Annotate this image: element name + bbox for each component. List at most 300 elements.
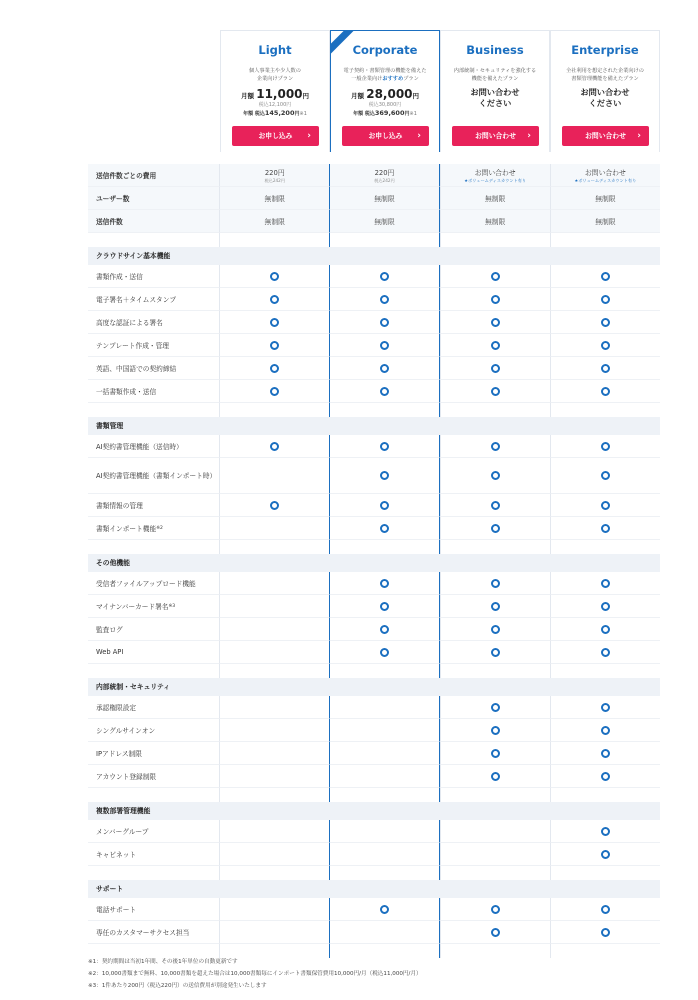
desc-text: 一般企業向け (351, 76, 383, 82)
spacer-label (88, 233, 219, 247)
year-note: ※1 (409, 111, 417, 117)
available-circle-icon (601, 749, 610, 758)
feature-cell (219, 921, 329, 944)
feature-cell (219, 517, 329, 540)
feature-label (88, 696, 219, 719)
available-circle-icon (380, 625, 389, 634)
feature-cell (219, 311, 329, 334)
plan-description (221, 67, 329, 83)
apply-button[interactable] (342, 126, 429, 146)
section-header: クラウドサイン基本機能 (88, 247, 660, 265)
feature-cell (329, 595, 439, 618)
available-circle-icon (491, 905, 500, 914)
feature-cell (219, 898, 329, 921)
feature-cell (440, 742, 550, 765)
feature-label (88, 843, 219, 866)
cost-subvalue: ★ボリュームディスカウント有り (464, 177, 527, 183)
cost-value: 無制限 (264, 218, 285, 226)
monthly-price (331, 87, 439, 102)
feature-label-text: 書類情報の管理 (96, 502, 143, 510)
feature-cell (440, 435, 550, 458)
cost-subvalue: ★ボリュームディスカウント有り (574, 177, 637, 183)
feature-cell (440, 311, 550, 334)
feature-row (88, 595, 660, 618)
available-circle-icon (270, 272, 279, 281)
feature-cell (550, 334, 660, 357)
spacer (88, 152, 660, 164)
feature-label-text: 英語、中国語での契約締結 (96, 365, 177, 373)
available-circle-icon (380, 602, 389, 611)
plan-name: Enterprise (571, 43, 639, 57)
available-circle-icon (601, 850, 610, 859)
chevron-right-icon: › (307, 131, 311, 141)
contact-text (441, 87, 549, 113)
available-circle-icon (491, 928, 500, 937)
feature-label-text: メンバーグループ (96, 828, 149, 836)
spacer-cell (219, 233, 329, 247)
cost-cell (329, 187, 439, 210)
feature-row (88, 334, 660, 357)
spacer-label (88, 866, 219, 880)
feature-cell (329, 380, 439, 403)
contact-text (551, 87, 659, 113)
feature-cell (550, 311, 660, 334)
chevron-right-icon: › (417, 131, 421, 141)
feature-cell (440, 921, 550, 944)
feature-cell (550, 898, 660, 921)
year-value: 145,200 (264, 109, 295, 117)
feature-label-text: テンプレート作成・管理 (96, 342, 169, 350)
feature-cell (440, 517, 550, 540)
feature-label-text: 監査ログ (96, 626, 123, 634)
feature-label (88, 380, 219, 403)
available-circle-icon (491, 703, 500, 712)
feature-label-text: 書類インポート機能 (96, 525, 157, 533)
spacer-cell (329, 788, 439, 802)
apply-button[interactable] (232, 126, 319, 146)
table-spacer (88, 540, 660, 554)
available-circle-icon (380, 272, 389, 281)
feature-cell (219, 843, 329, 866)
available-circle-icon (380, 295, 389, 304)
available-circle-icon (491, 387, 500, 396)
feature-row (88, 843, 660, 866)
cost-cell (329, 164, 439, 187)
feature-row (88, 517, 660, 540)
feature-row (88, 719, 660, 742)
cost-value: 無制限 (264, 195, 285, 203)
plan-business (440, 30, 550, 152)
table-spacer (88, 788, 660, 802)
feature-label (88, 742, 219, 765)
cta-label: お申し込み (258, 132, 293, 140)
footnote-ref: ※3 (168, 603, 176, 609)
cost-subvalue: 税込242円 (264, 177, 286, 183)
feature-label-text: マイナンバーカード署名 (96, 603, 169, 611)
feature-label-text: 承認権限設定 (96, 704, 137, 712)
feature-row (88, 265, 660, 288)
cost-cell (440, 164, 550, 187)
plan-desc-line (331, 75, 439, 83)
spacer-cell (550, 233, 660, 247)
price-unit: 円 (302, 92, 310, 100)
feature-cell (550, 820, 660, 843)
feature-row (88, 435, 660, 458)
row-label: ユーザー数 (88, 187, 219, 210)
feature-cell (329, 696, 439, 719)
yearly-price (221, 109, 329, 117)
feature-cell (219, 742, 329, 765)
feature-cell (550, 265, 660, 288)
available-circle-icon (601, 602, 610, 611)
cost-row (88, 164, 660, 187)
feature-cell (550, 380, 660, 403)
feature-label (88, 334, 219, 357)
cost-cell (219, 164, 329, 187)
feature-cell (440, 288, 550, 311)
available-circle-icon (491, 772, 500, 781)
available-circle-icon (601, 648, 610, 657)
price-tax: 税込12,100円 (258, 102, 292, 108)
feature-cell (440, 765, 550, 788)
plan-desc-line: 書類管理機能を備えたプラン (571, 76, 639, 82)
cost-value: 無制限 (595, 218, 616, 226)
footnote: ※2：10,000書類まで無料、10,000書類を超えた場合は10,000書類毎にインポート書類保管費用10,000円/月（税込11,000円/月） (88, 971, 422, 977)
cost-value: 無制限 (484, 195, 506, 203)
feature-cell (219, 265, 329, 288)
feature-cell (219, 641, 329, 664)
cost-subvalue: 税込242円 (374, 177, 395, 183)
price-prefix: 月額 (350, 92, 364, 100)
available-circle-icon (601, 772, 610, 781)
contact-button[interactable] (452, 126, 539, 146)
available-circle-icon (380, 364, 389, 373)
feature-row (88, 641, 660, 664)
feature-cell (329, 641, 439, 664)
feature-cell (550, 572, 660, 595)
feature-label (88, 820, 219, 843)
available-circle-icon (380, 524, 389, 533)
table-spacer (88, 664, 660, 678)
spacer-cell (440, 540, 550, 554)
available-circle-icon (601, 579, 610, 588)
available-circle-icon (491, 726, 500, 735)
available-circle-icon (491, 341, 500, 350)
feature-row (88, 898, 660, 921)
available-circle-icon (380, 471, 389, 480)
plan-description (551, 67, 659, 83)
feature-cell (219, 380, 329, 403)
feature-cell (440, 494, 550, 517)
feature-row (88, 742, 660, 765)
feature-row (88, 572, 660, 595)
cost-value: 無制限 (484, 218, 506, 226)
cost-cell (550, 164, 660, 187)
feature-row (88, 696, 660, 719)
available-circle-icon (601, 827, 610, 836)
spacer-label (88, 403, 219, 417)
feature-cell (550, 288, 660, 311)
feature-cell (550, 595, 660, 618)
feature-cell (550, 719, 660, 742)
feature-cell (440, 334, 550, 357)
spacer-cell (440, 403, 550, 417)
cost-value: 無制限 (374, 195, 395, 203)
feature-cell (329, 357, 439, 380)
feature-label-text: IPアドレス制限 (96, 750, 142, 758)
feature-cell (329, 288, 439, 311)
footnote: ※1：契約期間は当初1年間、その後1年単位の自動更新です (88, 959, 238, 965)
feature-cell (550, 618, 660, 641)
feature-label (88, 517, 219, 540)
spacer-cell (329, 664, 439, 678)
plan-name: Corporate (352, 43, 418, 57)
available-circle-icon (601, 295, 610, 304)
feature-label-text: 受信者ファイルアップロード機能 (96, 580, 196, 588)
available-circle-icon (380, 501, 389, 510)
spacer-cell (550, 540, 660, 554)
available-circle-icon (380, 442, 389, 451)
feature-row (88, 458, 660, 494)
feature-cell (219, 820, 329, 843)
chevron-right-icon: › (527, 131, 531, 141)
contact-line: お問い合わせ (470, 87, 520, 97)
feature-label (88, 311, 219, 334)
feature-cell (329, 618, 439, 641)
section-header: サポート (88, 880, 660, 898)
available-circle-icon (601, 341, 610, 350)
spacer-cell (440, 664, 550, 678)
feature-row (88, 288, 660, 311)
spacer-cell (219, 664, 329, 678)
available-circle-icon (491, 625, 500, 634)
available-circle-icon (601, 928, 610, 937)
spacer-cell (550, 788, 660, 802)
feature-cell (329, 494, 439, 517)
year-prefix: 年額 税込 (353, 111, 375, 117)
feature-cell (550, 435, 660, 458)
feature-row (88, 765, 660, 788)
feature-label (88, 719, 219, 742)
available-circle-icon (491, 295, 500, 304)
feature-row (88, 311, 660, 334)
feature-row (88, 618, 660, 641)
spacer-cell (219, 540, 329, 554)
spacer-cell (440, 788, 550, 802)
plan-name: Light (258, 43, 292, 57)
feature-cell (440, 572, 550, 595)
plan-description (331, 67, 439, 83)
cost-value: 220円 (374, 168, 395, 177)
feature-row (88, 494, 660, 517)
row-label: 送信件数 (88, 210, 219, 233)
cost-value: 220円 (264, 168, 285, 177)
available-circle-icon (491, 364, 500, 373)
feature-label-text: 書類作成・送信 (96, 273, 143, 281)
feature-cell (550, 765, 660, 788)
spacer-cell (219, 866, 329, 880)
available-circle-icon (380, 341, 389, 350)
available-circle-icon (270, 295, 279, 304)
available-circle-icon (601, 364, 610, 373)
feature-label-text: Web API (96, 648, 124, 656)
feature-cell (440, 265, 550, 288)
available-circle-icon (601, 442, 610, 451)
available-circle-icon (270, 341, 279, 350)
plan-desc-line: 内部統制・セキュリティを強化する (453, 68, 537, 74)
feature-cell (440, 696, 550, 719)
feature-label-text: AI契約書管理機能（書類インポート時） (96, 471, 217, 480)
available-circle-icon (491, 471, 500, 480)
feature-cell (550, 458, 660, 494)
available-circle-icon (601, 726, 610, 735)
feature-table (88, 164, 660, 958)
feature-label-text: AI契約書管理機能（送信時） (96, 443, 183, 451)
spacer-cell (329, 403, 439, 417)
available-circle-icon (380, 579, 389, 588)
feature-label (88, 288, 219, 311)
feature-cell (550, 357, 660, 380)
feature-cell (440, 820, 550, 843)
feature-cell (329, 517, 439, 540)
feature-label-text: 一括書類作成・送信 (96, 388, 157, 396)
available-circle-icon (270, 318, 279, 327)
feature-label-text: 専任のカスタマーサクセス担当 (96, 929, 190, 937)
price-value: 11,000 (256, 87, 303, 101)
table-spacer (88, 403, 660, 417)
feature-cell (329, 435, 439, 458)
spacer-cell (329, 866, 439, 880)
plan-desc-line: 個人事業主や少人数の (249, 68, 301, 74)
available-circle-icon (491, 749, 500, 758)
feature-cell (329, 898, 439, 921)
available-circle-icon (601, 905, 610, 914)
feature-cell (219, 288, 329, 311)
spacer-label (88, 664, 219, 678)
feature-cell (219, 765, 329, 788)
feature-label (88, 435, 219, 458)
available-circle-icon (491, 579, 500, 588)
cta-label: お問い合わせ (585, 132, 626, 140)
spacer-cell (219, 403, 329, 417)
spacer-label (88, 540, 219, 554)
feature-cell (440, 843, 550, 866)
spacer-cell (329, 540, 439, 554)
table-spacer (88, 233, 660, 247)
footnote-ref: ※2 (156, 525, 163, 531)
available-circle-icon (270, 501, 279, 510)
feature-cell (550, 921, 660, 944)
feature-cell (219, 458, 329, 494)
contact-button[interactable] (562, 126, 649, 146)
feature-cell (219, 719, 329, 742)
feature-cell (329, 719, 439, 742)
footnote: ※3：1件あたり200円（税込220円）の送信費用が別途発生いたします (88, 983, 267, 989)
available-circle-icon (491, 648, 500, 657)
available-circle-icon (380, 648, 389, 657)
cta-label: お申し込み (368, 132, 403, 140)
feature-cell (329, 765, 439, 788)
section-header: 内部統制・セキュリティ (88, 678, 660, 696)
cost-cell (440, 187, 550, 210)
cost-row (88, 187, 660, 210)
feature-label (88, 265, 219, 288)
available-circle-icon (491, 318, 500, 327)
plan-headers (220, 30, 660, 152)
feature-cell (550, 742, 660, 765)
recommended-ribbon (330, 30, 358, 58)
feature-cell (219, 595, 329, 618)
spacer-cell (440, 866, 550, 880)
chevron-right-icon: › (637, 131, 641, 141)
feature-cell (219, 334, 329, 357)
footnotes (88, 956, 668, 992)
contact-line: ください (478, 98, 512, 108)
year-prefix: 年額 税込 (243, 111, 265, 117)
feature-label (88, 618, 219, 641)
year-note: ※1 (299, 111, 307, 117)
feature-cell (329, 843, 439, 866)
feature-cell (550, 696, 660, 719)
cost-value: 無制限 (374, 218, 395, 226)
feature-cell (329, 458, 439, 494)
plan-enterprise (550, 30, 660, 152)
feature-cell (440, 458, 550, 494)
feature-cell (550, 641, 660, 664)
feature-cell (219, 357, 329, 380)
available-circle-icon (601, 318, 610, 327)
feature-label (88, 357, 219, 380)
price-tax: 税込30,800円 (368, 102, 402, 108)
desc-text: プラン (403, 76, 419, 82)
available-circle-icon (380, 905, 389, 914)
cost-cell (219, 187, 329, 210)
price-value: 28,000 (366, 87, 413, 101)
cost-value: お問い合わせ (474, 168, 516, 177)
feature-label-text: アカウント登録制限 (96, 773, 157, 781)
feature-row (88, 921, 660, 944)
available-circle-icon (601, 471, 610, 480)
feature-label-text: キャビネット (96, 851, 137, 859)
price-prefix: 月額 (240, 92, 254, 100)
feature-label (88, 921, 219, 944)
feature-label (88, 641, 219, 664)
feature-row (88, 380, 660, 403)
feature-cell (219, 572, 329, 595)
feature-cell (440, 595, 550, 618)
cost-cell (219, 210, 329, 233)
yearly-price (331, 109, 439, 117)
available-circle-icon (601, 703, 610, 712)
available-circle-icon (380, 387, 389, 396)
feature-cell (329, 265, 439, 288)
recommended-highlight: おすすめ (382, 76, 404, 82)
feature-cell (219, 618, 329, 641)
feature-cell (440, 898, 550, 921)
cost-cell (440, 210, 550, 233)
spacer-cell (219, 788, 329, 802)
available-circle-icon (601, 501, 610, 510)
available-circle-icon (491, 524, 500, 533)
spacer-cell (550, 664, 660, 678)
spacer-cell (550, 403, 660, 417)
contact-line: ください (588, 98, 622, 108)
table-spacer (88, 866, 660, 880)
plan-description (441, 67, 549, 83)
feature-cell (440, 380, 550, 403)
plan-desc-line: 全社利用を想定された企業向けの (566, 68, 644, 74)
feature-cell (329, 820, 439, 843)
